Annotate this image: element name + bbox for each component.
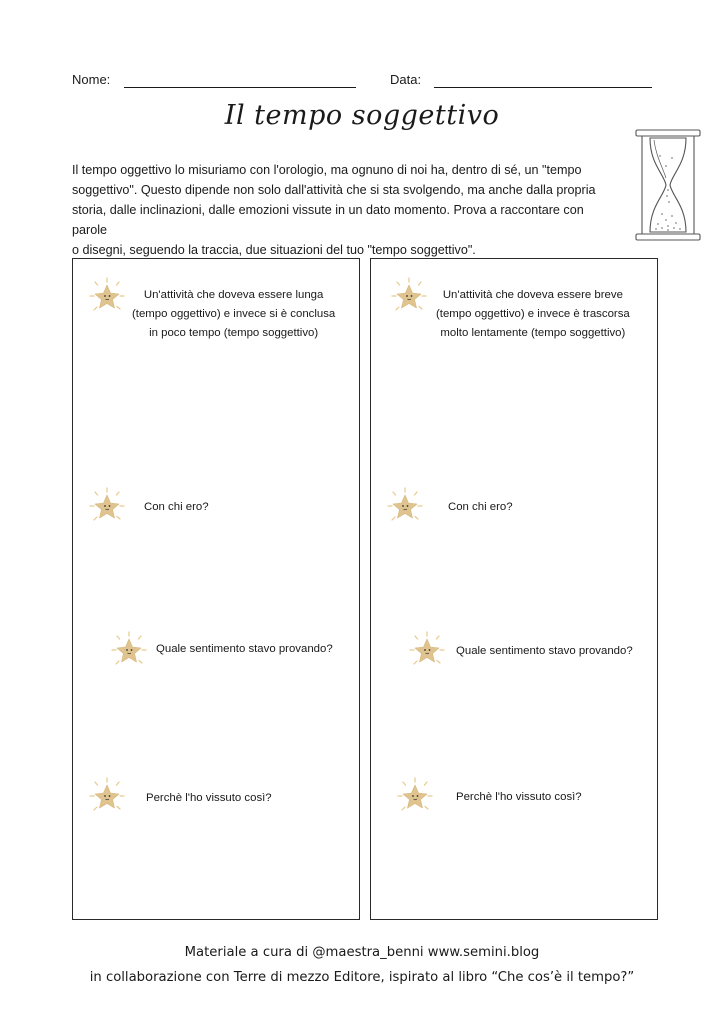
activity-line: (tempo oggettivo) e invece si è conclusa — [132, 308, 336, 320]
activity-text — [436, 286, 630, 343]
activity-line: in poco tempo (tempo soggettivo) — [149, 327, 319, 339]
star-icon — [384, 486, 426, 528]
why-text: Perchè l'ho vissuto così? — [456, 791, 582, 803]
page-title: Il tempo soggettivo — [224, 100, 500, 131]
intro-line: o disegni, seguendo la traccia, due situazioni del tuo "tempo soggettivo". — [72, 243, 476, 257]
footer-credits — [0, 940, 724, 990]
feeling-text: Quale sentimento stavo provando? — [156, 643, 333, 655]
star-icon — [406, 630, 448, 672]
hourglass-icon — [632, 126, 704, 244]
star-icon — [86, 486, 128, 528]
star-icon — [86, 276, 128, 318]
who-text: Con chi ero? — [448, 501, 513, 513]
star-icon — [86, 776, 128, 818]
prompt-activity-right — [388, 276, 630, 343]
activity-line: molto lentamente (tempo soggettivo) — [440, 327, 626, 339]
who-text: Con chi ero? — [144, 501, 209, 513]
star-icon — [388, 276, 430, 318]
prompt-feeling-left — [108, 630, 333, 672]
date-label: Data: — [390, 72, 422, 87]
intro-line: Il tempo oggettivo lo misuriamo con l'orologio, ma ognuno di noi ha, dentro di sé, un "tempo — [72, 163, 582, 177]
activity-text — [132, 286, 335, 343]
right-answer-box[interactable] — [370, 258, 658, 920]
date-field-line[interactable] — [434, 87, 652, 88]
activity-line: (tempo oggettivo) e invece è trascorsa — [436, 308, 630, 320]
prompt-why-left — [86, 776, 272, 818]
intro-line: storia, dalle inclinazioni, dalle emozioni vissute in un dato momento. Prova a raccontare con parole — [72, 203, 584, 237]
footer-line-credits: Materiale a cura di @maestra_benni www.semini.blog — [184, 945, 540, 960]
prompt-who-right — [384, 486, 513, 528]
name-field-line[interactable] — [124, 87, 356, 88]
prompt-feeling-right — [406, 630, 633, 672]
footer-line-collaboration: in collaborazione con Terre di mezzo Editore, ispirato al libro “Che cos’è il tempo?” — [89, 970, 635, 985]
name-label: Nome: — [72, 72, 111, 87]
name-date-row — [72, 72, 662, 92]
prompt-who-left — [86, 486, 209, 528]
prompt-activity-left — [86, 276, 335, 343]
intro-line: soggettivo". Questo dipende non solo dall'attività che si sta svolgendo, ma anche dalla propria — [72, 183, 596, 197]
feeling-text: Quale sentimento stavo provando? — [456, 645, 633, 657]
star-icon — [108, 630, 150, 672]
activity-line: Un'attività che doveva essere lunga — [143, 289, 324, 301]
left-answer-box[interactable] — [72, 258, 360, 920]
activity-line: Un'attività che doveva essere breve — [442, 289, 623, 301]
why-text: Perchè l'ho vissuto così? — [146, 792, 272, 804]
star-icon — [394, 776, 436, 818]
intro-paragraph — [72, 160, 620, 260]
prompt-why-right — [394, 776, 582, 818]
